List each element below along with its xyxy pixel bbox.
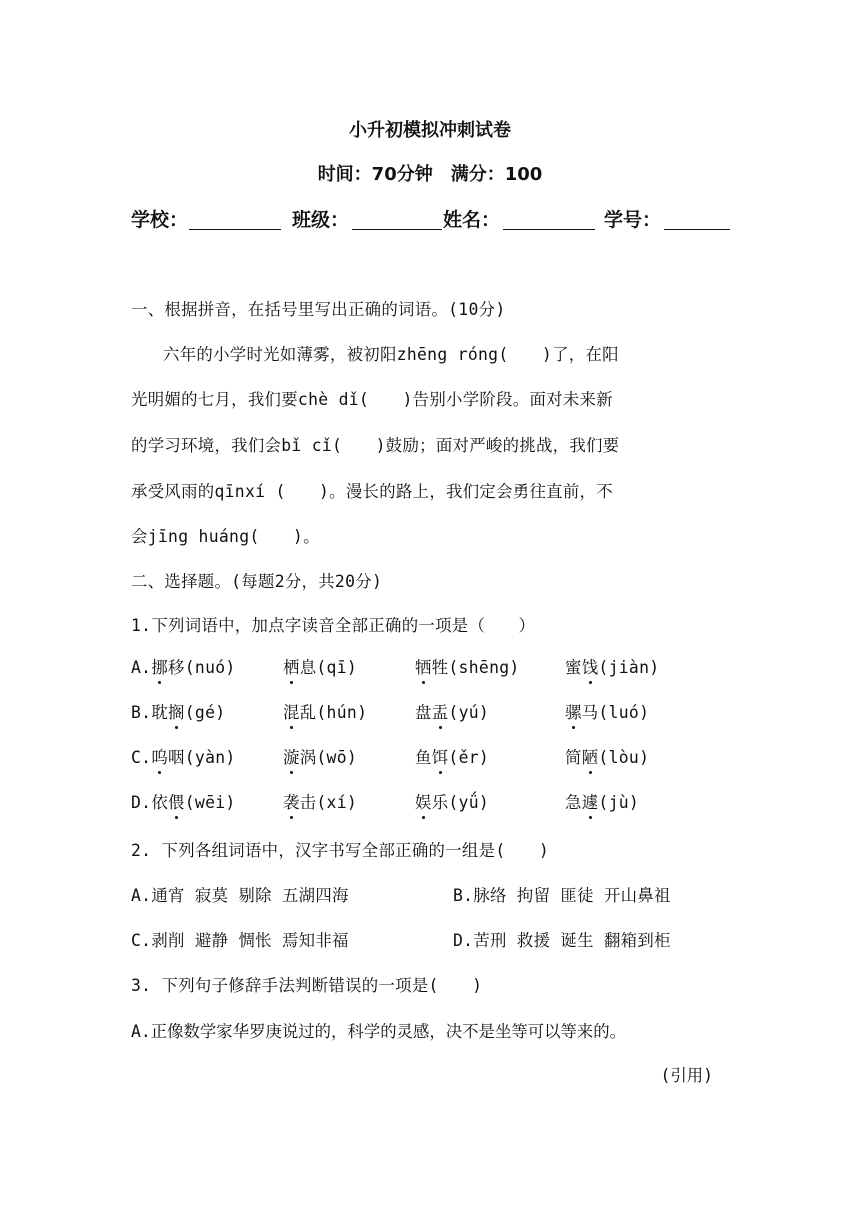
q1-option-c-word-2 [283, 744, 357, 768]
word-pinyin: 牲(shēng) [431, 658, 520, 677]
dotted-character: 偎 [168, 789, 185, 813]
q1-option-a-word-3 [415, 654, 520, 678]
q1-option-label: A. [131, 658, 152, 677]
school-blank[interactable] [189, 229, 281, 230]
q1-option-b-word-2 [283, 699, 367, 723]
name-label: 姓名： [443, 209, 501, 231]
dotted-character: 饵 [432, 744, 449, 768]
exam-title: 小升初模拟冲刺试卷 [349, 120, 511, 141]
word-text: 鱼 [415, 748, 432, 767]
class-blank[interactable] [352, 229, 442, 230]
section1-line-3: 的学习环境，我们会bǐ cǐ( )鼓励；面对严峻的挑战，我们要 [131, 436, 620, 455]
q1-option-c-word-3 [415, 744, 489, 768]
q1-option-a-word-4 [565, 654, 659, 678]
dotted-character: 骡 [565, 699, 582, 723]
word-pinyin: 息(qī) [299, 658, 358, 677]
dotted-character: 牺 [415, 654, 432, 678]
q1-option-d-word-1[interactable] [131, 789, 236, 813]
word-pinyin: 击(xí) [299, 793, 358, 812]
word-pinyin: 移(nuó) [168, 658, 236, 677]
q2-option-a[interactable]: A.通宵 寂莫 剔除 五湖四海 [131, 886, 349, 905]
q1-option-d-word-2 [283, 789, 357, 813]
word-text: 简 [565, 748, 582, 767]
class-label: 班级： [292, 209, 350, 231]
q1-option-c-word-1[interactable] [131, 744, 236, 768]
dotted-character: 盂 [432, 699, 449, 723]
q1-option-b-word-3 [415, 699, 489, 723]
q1-option-c-word-4 [565, 744, 649, 768]
q1-option-label: B. [131, 703, 152, 722]
q1-option-d-word-3 [415, 789, 489, 813]
school-label: 学校： [131, 209, 189, 231]
q3-stem: 3. 下列句子修辞手法判断错误的一项是( ) [131, 976, 483, 995]
dotted-character: 搁 [168, 699, 185, 723]
dotted-character: 漩 [283, 744, 300, 768]
number-label: 学号： [604, 209, 662, 231]
word-text: 耽 [151, 703, 169, 722]
q1-option-d-word-4 [565, 789, 639, 813]
word-pinyin: (ěr) [448, 748, 490, 767]
section1-heading: 一、根据拼音，在括号里写出正确的词语。(10分) [131, 300, 506, 319]
dotted-character: 挪 [151, 654, 168, 678]
word-pinyin: (wēi) [184, 793, 236, 812]
q1-option-a-word-2 [283, 654, 357, 678]
q1-option-label: D. [131, 793, 152, 812]
section1-line-2: 光明媚的七月，我们要chè dǐ( )告别小学阶段。面对未来新 [131, 390, 613, 409]
dotted-character: 栖 [283, 654, 300, 678]
section1-line-4: 承受风雨的qīnxí ( )。漫长的路上，我们定会勇往直前，不 [131, 482, 613, 501]
q2-option-d[interactable]: D.苦刑 救援 诞生 翻箱到柜 [453, 931, 671, 950]
dotted-character: 袭 [283, 789, 300, 813]
q2-stem: 2. 下列各组词语中，汉字书写全部正确的一组是( ) [131, 841, 550, 860]
section2-heading: 二、选择题。(每题2分，共20分) [131, 572, 383, 591]
section1-line-1: 六年的小学时光如薄雾，被初阳zhēng róng( )了，在阳 [163, 345, 619, 364]
word-pinyin: 涡(wō) [299, 748, 358, 767]
word-pinyin: 乱(hún) [299, 703, 368, 722]
q1-option-b-word-1[interactable] [131, 699, 225, 723]
dotted-character: 呜 [151, 744, 168, 768]
q2-option-c[interactable]: C.剥削 避静 惆怅 焉知非福 [131, 931, 349, 950]
number-blank[interactable] [664, 229, 730, 230]
word-pinyin: 咽(yàn) [168, 748, 236, 767]
section1-line-5: 会jīng huáng( )。 [131, 527, 320, 546]
dotted-character: 饯 [582, 654, 599, 678]
q1-option-a-word-1[interactable] [131, 654, 236, 678]
word-pinyin: (yú) [448, 703, 490, 722]
dotted-character: 陋 [582, 744, 599, 768]
dotted-character: 遽 [582, 789, 599, 813]
q3-option-a[interactable]: A.正像数学家华罗庚说过的，科学的灵感，决不是坐等可以等来的。 [131, 1022, 627, 1041]
dotted-character: 混 [283, 699, 300, 723]
exam-subtitle: 时间：70分钟 满分：100 [317, 164, 543, 185]
word-pinyin: (lòu) [598, 748, 650, 767]
q1-option-b-word-4 [565, 699, 649, 723]
q1-option-label: C. [131, 748, 152, 767]
word-text: 急 [565, 793, 582, 812]
word-text: 依 [151, 793, 169, 812]
name-blank[interactable] [503, 229, 595, 230]
word-text: 蜜 [565, 658, 582, 677]
q1-stem: 1.下列词语中，加点字读音全部正确的一项是（ ） [131, 616, 536, 635]
word-pinyin: (jù) [598, 793, 640, 812]
word-pinyin: 马(luó) [581, 703, 650, 722]
dotted-character: 娱 [415, 789, 432, 813]
word-pinyin: (jiàn) [598, 658, 660, 677]
word-text: 盘 [415, 703, 432, 722]
word-pinyin: (gé) [184, 703, 226, 722]
word-pinyin: 乐(yǘ) [431, 793, 490, 812]
q3-option-a-tag: (引用) [660, 1066, 713, 1085]
student-info-row [131, 205, 731, 235]
q2-option-b[interactable]: B.脉络 拘留 匪徒 开山鼻祖 [453, 886, 671, 905]
